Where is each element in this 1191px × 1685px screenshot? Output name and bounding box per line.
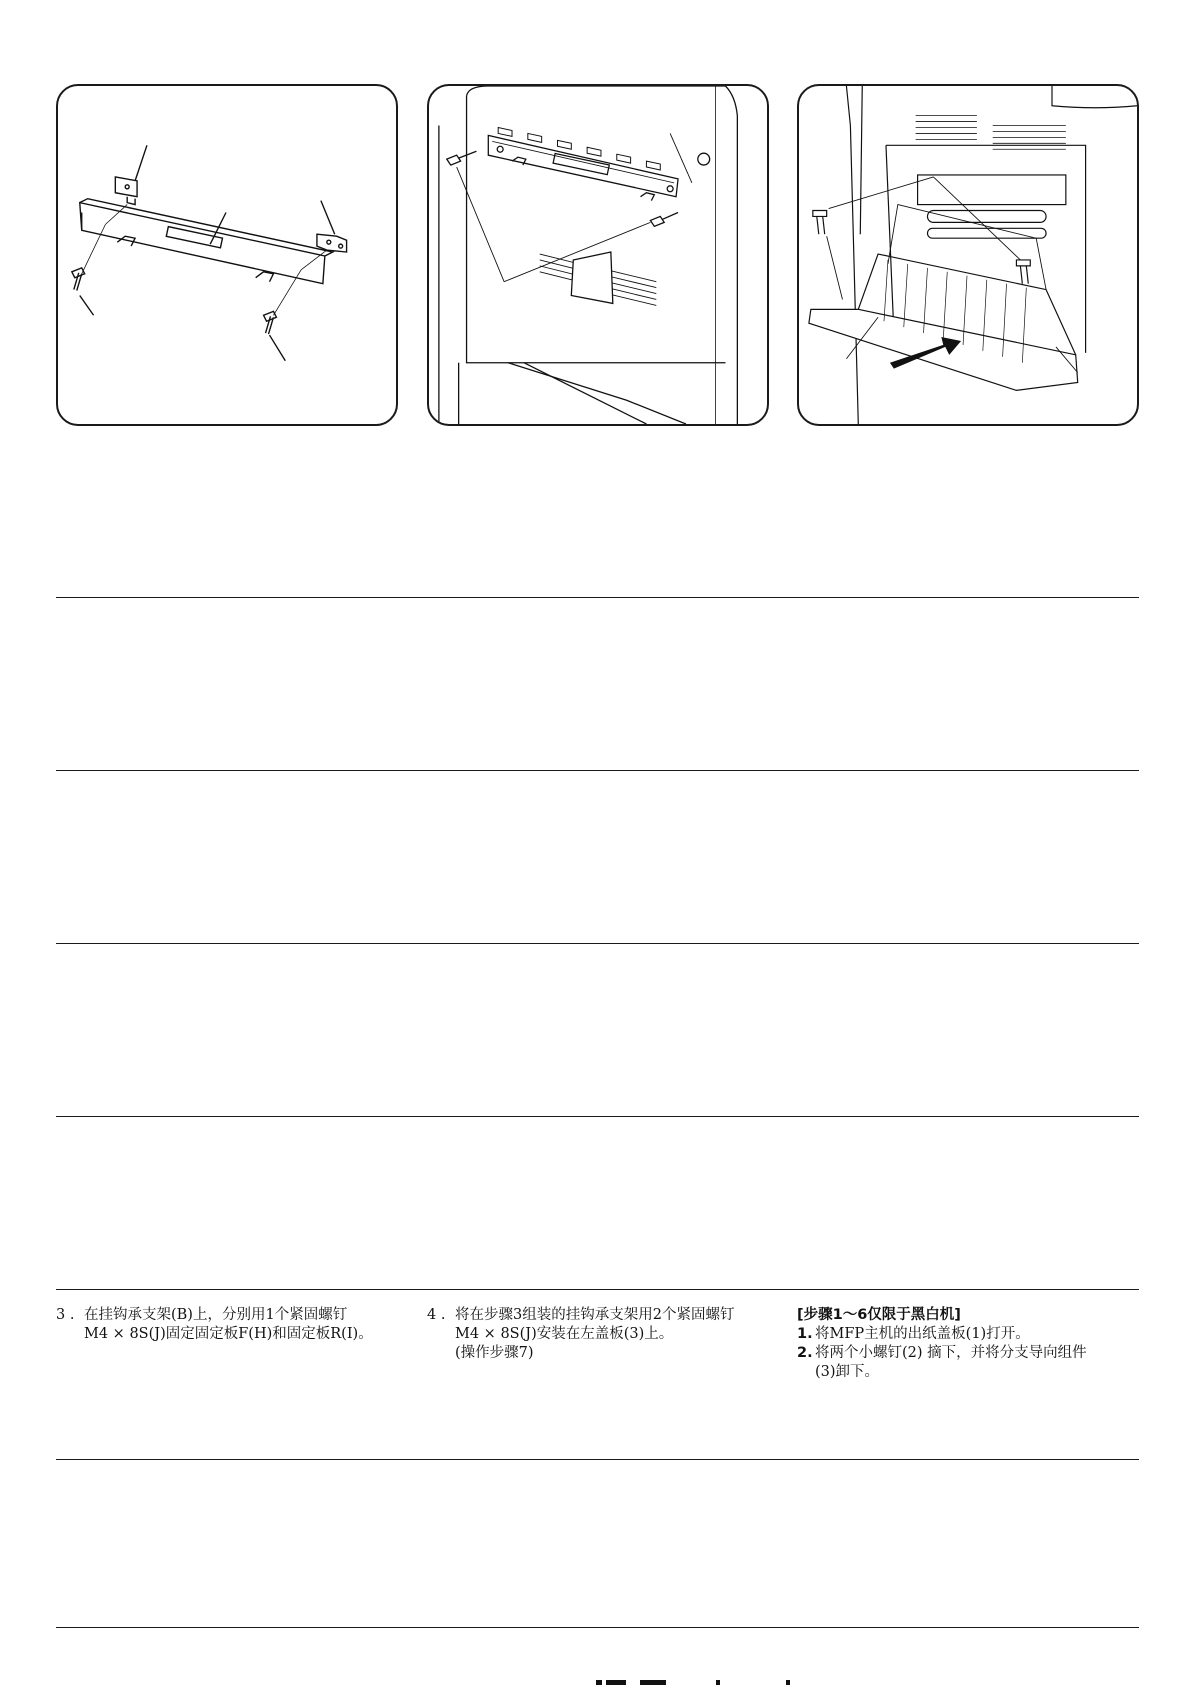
step-3-line-1: 在挂钩承支架(B)上，分别用1个紧固螺钉	[84, 1307, 348, 1323]
black-white-steps	[797, 1306, 1087, 1382]
rule-6	[56, 1459, 1139, 1460]
illustration-exit-cover-open	[797, 84, 1139, 426]
step-4-instructions	[427, 1306, 734, 1363]
black-white-heading: [步骤1～6仅限于黑白机]	[797, 1307, 961, 1323]
rule-3	[56, 943, 1139, 944]
rule-1	[56, 597, 1139, 598]
step-4-line-1: 将在步骤3组装的挂钩承支架用2个紧固螺钉	[455, 1307, 735, 1323]
step-4-line-3: (操作步骤7)	[455, 1345, 534, 1361]
step-3-instructions	[56, 1306, 373, 1344]
step-3-number: 3 .	[56, 1307, 75, 1323]
step-4-number: 4 .	[427, 1307, 446, 1323]
bw-item-2-line-1: 将两个小螺钉(2) 摘下，并将分支导向组件	[815, 1345, 1087, 1361]
rule-2	[56, 770, 1139, 771]
step-4-line-2: M4 × 8S(J)安装在左盖板(3)上。	[455, 1326, 674, 1342]
bw-item-2-number: 2.	[797, 1345, 813, 1361]
rule-5	[56, 1289, 1139, 1290]
rule-7	[56, 1627, 1139, 1628]
illustration-left-cover-mounting	[427, 84, 769, 426]
cropped-footer-marks	[596, 1680, 796, 1685]
bw-item-1-text: 将MFP主机的出纸盖板(1)打开。	[815, 1326, 1030, 1342]
exit-cover-drawing	[799, 86, 1137, 424]
bw-item-2-line-2: (3)卸下。	[815, 1364, 880, 1380]
step-3-line-2: M4 × 8S(J)固定固定板F(H)和固定板R(I)。	[84, 1326, 373, 1342]
bracket-assembly-drawing	[58, 86, 396, 424]
rule-4	[56, 1116, 1139, 1117]
left-cover-drawing	[429, 86, 767, 424]
illustration-bracket-assembly	[56, 84, 398, 426]
bw-item-1-number: 1.	[797, 1326, 813, 1342]
